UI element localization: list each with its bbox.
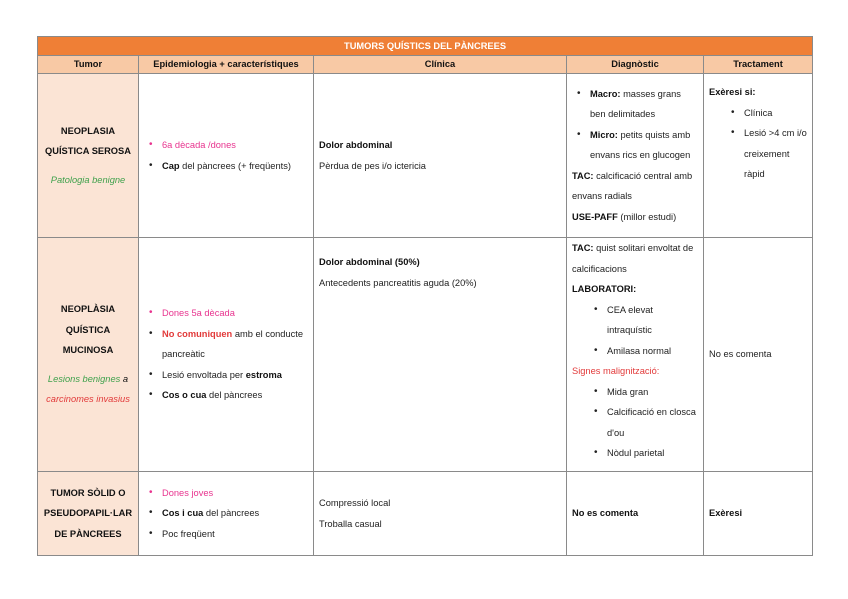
list-item: • Cos i cua del pàncrees [162,503,308,524]
diagnosis-cell: No es comenta [567,472,704,556]
list-item: • Micro: petits quists amb envans rics en glucogen [590,125,698,166]
header-clinic: Clínica [314,56,567,74]
header-epidemiology: Epidemiologia + característiques [139,56,314,74]
tumor-note: Lesions benignes a carcinomes invasius [46,373,130,405]
list-item: • Lesió >4 cm i/o creixement ràpid [744,123,807,185]
list-item: • Dones 5a dècada [162,303,308,324]
tumor-name-serosa: NEOPLASIA QUÍSTICA SEROSA Patologia benigne [38,74,139,238]
list-item: • Dones joves [162,483,308,504]
treatment-cell: Exèresi si: • Clínica • Lesió >4 cm i/o creixement ràpid [704,74,813,238]
clinic-cell: Compressió local Troballa casual [314,472,567,556]
list-item: • Clínica [744,103,807,124]
table-row [38,472,813,556]
header-tumor: Tumor [38,56,139,74]
table-title: TUMORS QUÍSTICS DEL PÀNCREES [38,37,813,56]
list-item: • CEA elevat intraquístic [607,300,698,341]
list-item: • No comuniquen amb el conducte pancreàtic [162,324,308,365]
list-item: • Calcificació en closca d'ou [607,402,698,443]
epi-cell [139,74,314,238]
treatment-cell: No es comenta [704,238,813,472]
table-row [38,74,813,238]
treatment-cell: Exèresi [704,472,813,556]
diagnosis-cell: TAC: quist solitari envoltat de calcificacions LABORATORI: • CEA elevat intraquístic • Amilasa normal Signes malignització: • Mida gran • Calcificació en closca d'ou • Nòdul parietal [567,238,704,472]
diagnosis-cell: • Macro: masses grans ben delimitades • Micro: petits quists amb envans rics en glucogen TAC: calcificació central amb envans radials USE-PAFF (millor estudi) [567,74,704,238]
tumor-name-mucinosa: NEOPLÀSIA QUÍSTICA MUCINOSA Lesions benignes a carcinomes invasius [38,238,139,472]
epi-cell [139,238,314,472]
tumor-note: Patologia benigne [50,174,126,185]
list-item: • Nòdul parietal [607,443,698,464]
clinic-cell: Dolor abdominal (50%) Antecedents pancreatitis aguda (20%) [314,238,567,472]
list-item: • Lesió envoltada per estroma [162,365,308,386]
clinic-cell: Dolor abdominal Pèrdua de pes i/o ictericia [314,74,567,238]
list-item: • Cap del pàncrees (+ freqüents) [162,156,308,177]
list-item: • 6a dècada /dones [162,135,308,156]
list-item: • Mida gran [607,382,698,403]
list-item: • Cos o cua del pàncrees [162,385,308,406]
list-item: • Poc freqüent [162,524,308,545]
tumor-name-solid: TUMOR SÒLID O PSEUDOPAPIL·LAR DE PÀNCREES [38,472,139,556]
header-treatment: Tractament [704,56,813,74]
table-row [38,238,813,472]
list-item: • Amilasa normal [607,341,698,362]
epi-cell [139,472,314,556]
header-diagnosis: Diagnòstic [567,56,704,74]
list-item: • Macro: masses grans ben delimitades [590,84,698,125]
malignancy-signs-heading: Signes malignització: [572,366,660,376]
cystic-tumors-table [37,36,813,556]
